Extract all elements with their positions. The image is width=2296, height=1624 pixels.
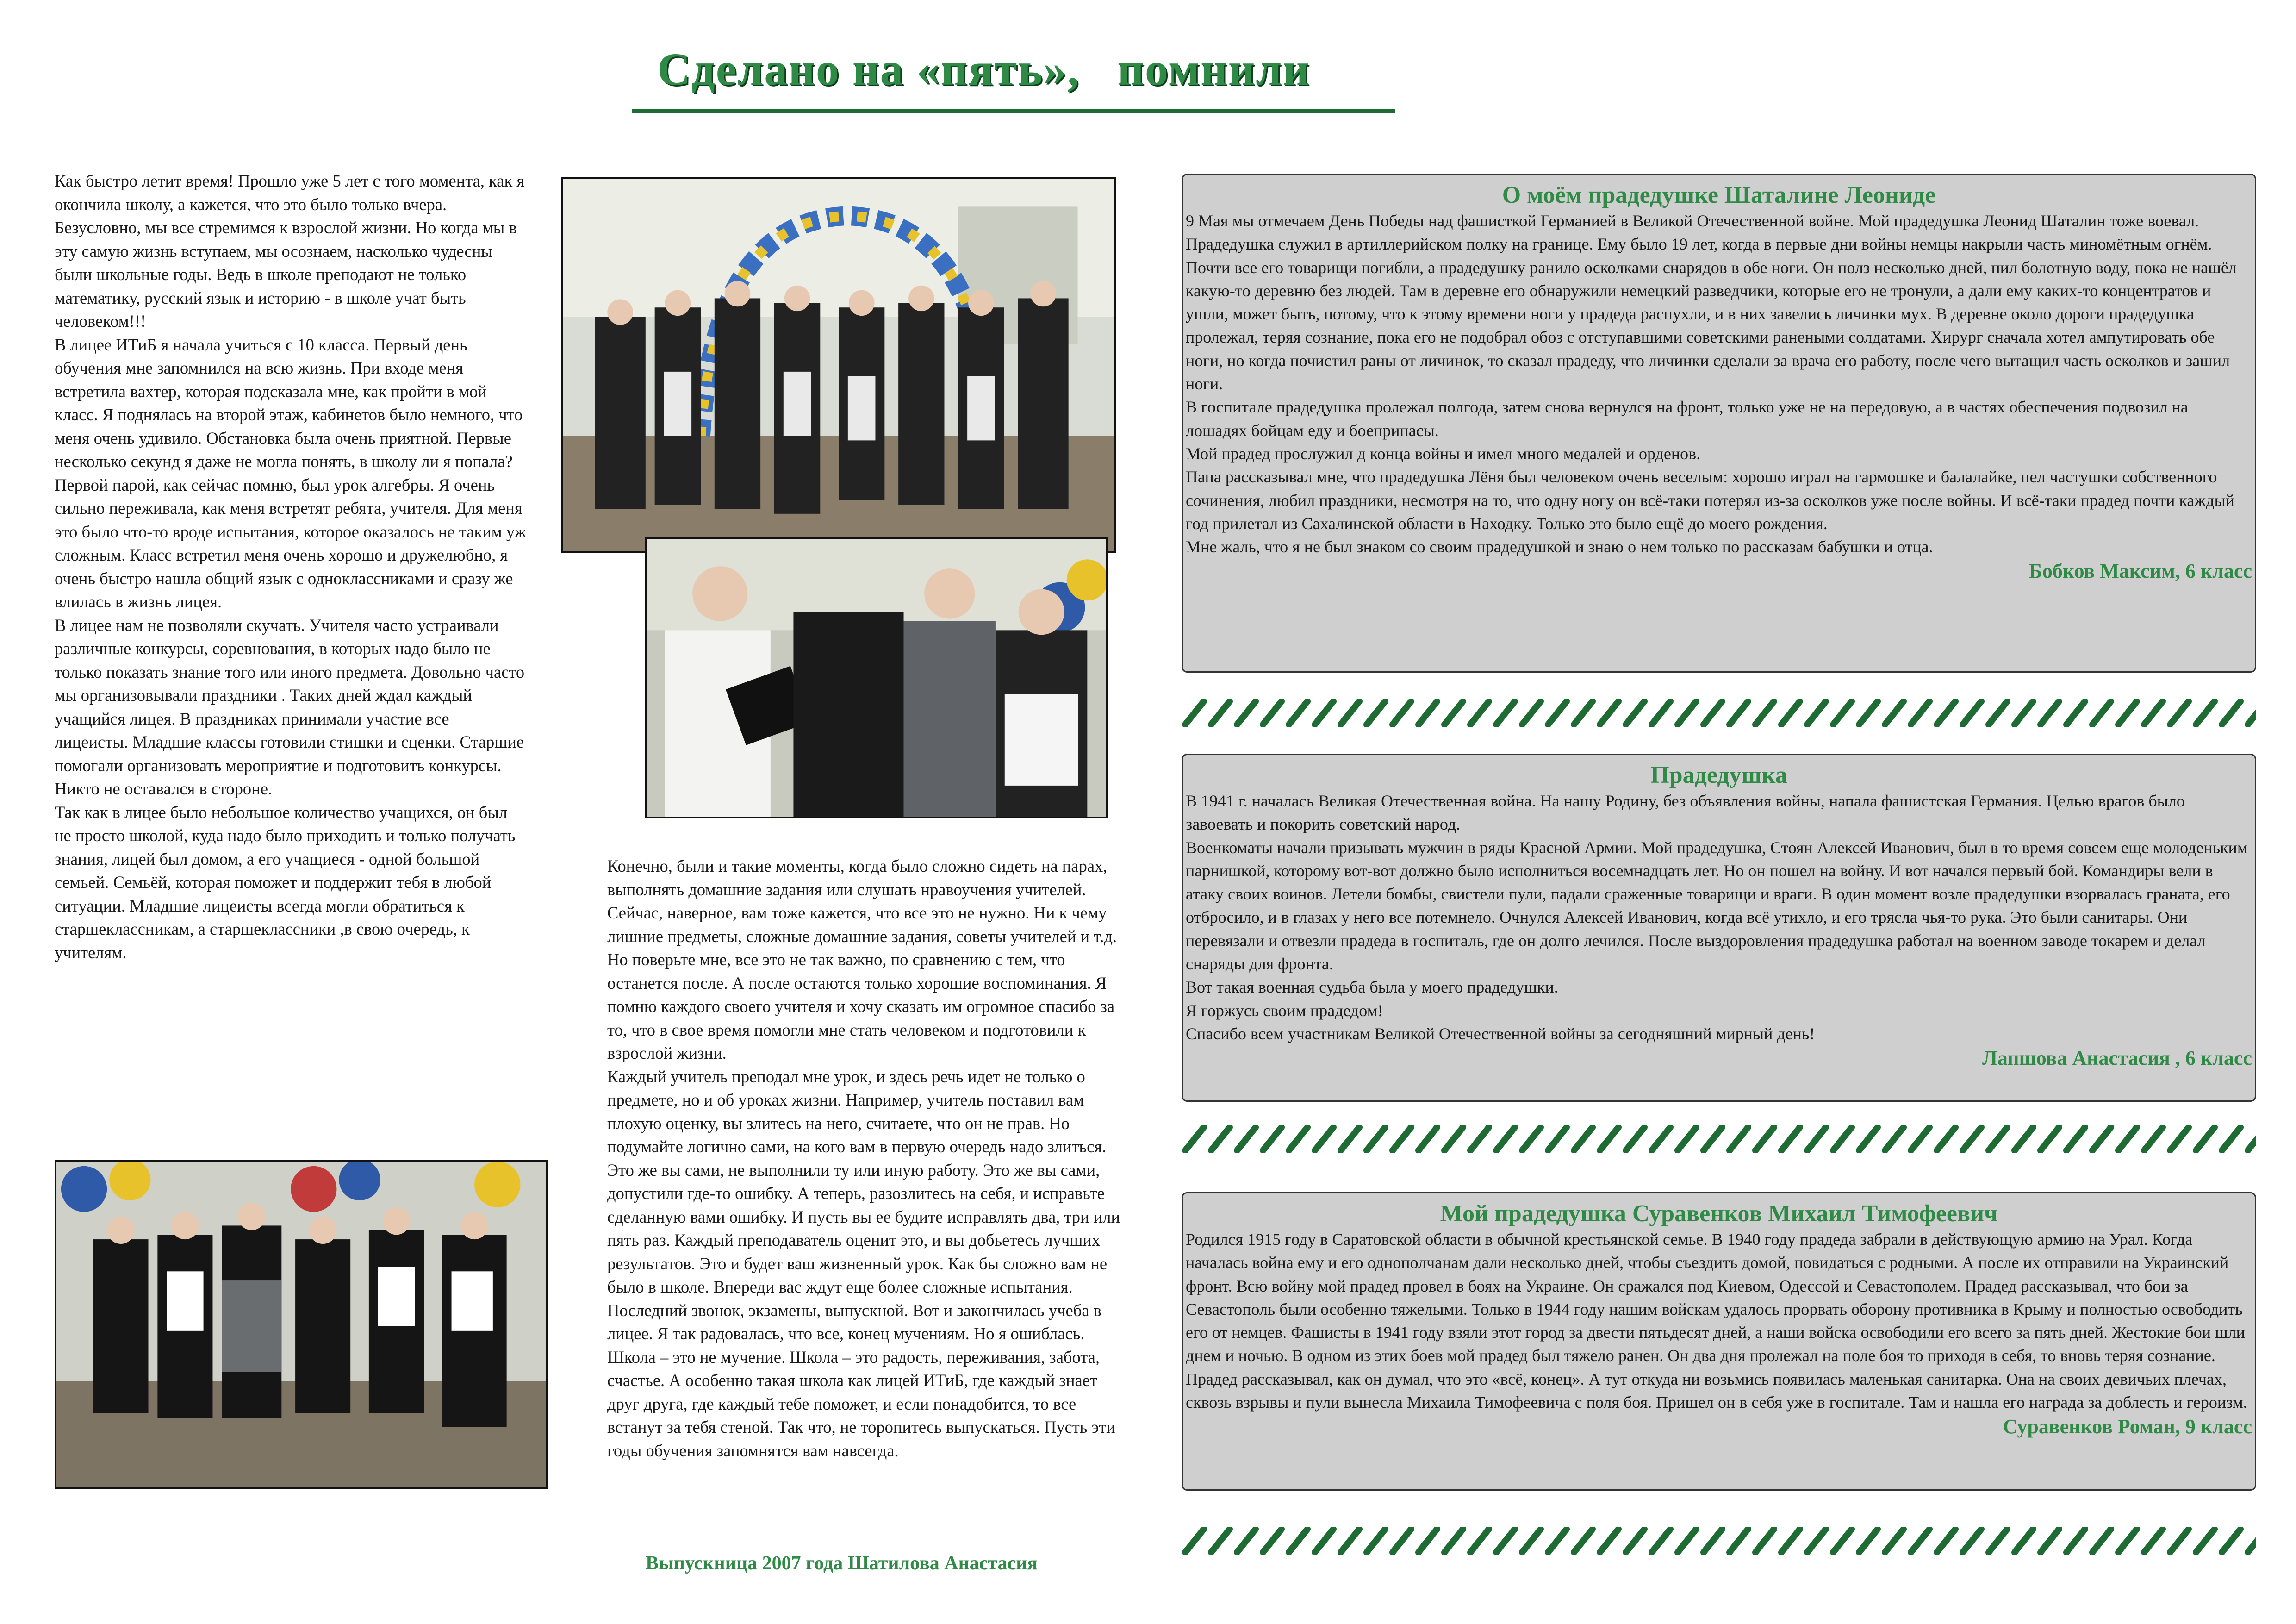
article-paragraph: Конечно, были и такие моменты, когда было сложно сидеть на парах, выполнять домашние задания или слушать нравоучения учителей. Сейчас, наверное, вам тоже кажется, что все это не нужно. Ни к чему лишние предметы, сложные домашние задания, советы учителей и т.д. Но поверьте мне, все это не так важно, по сравнению с тем, что останется после. А после остаются только хорошие воспоминания. Я помню каждого своего учителя и хочу сказать им огромное спасибо за то, что в свое время помогли мне стать человеком и подготовили к взрослой жизни. xyxy=(607,856,1117,1062)
story-title: Прадедушка xyxy=(1650,762,1787,788)
story-paragraph: Мой прадед прослужил д конца войны и имел много медалей и орденов. xyxy=(1186,444,1701,463)
title-underline xyxy=(632,109,1395,113)
article-paragraph: В лицее нам не позволяли скучать. Учителя часто устраивали различные конкурсы, соревнования, в которых надо было не только показать знание того или иного предмета. Довольно часто мы организовывали праздники . Таких дней ждал каждый учащийся лицея. В праздниках принимали участие все лицеисты. Младшие классы готовили стишки и сценки. Старшие помогали организовать мероприятие и подготовить конкурсы. Никто не оставался в стороне. xyxy=(55,615,525,798)
article-paragraph: Так как в лицее было небольшое количество учащихся, он был не просто школой, куда надо было приходить и только получать знания, лицей был домом, а его учащиеся - одной большой семьей. Семьёй, которая поможет и поддержит тебя в любой ситуации. Младшие лицеисты всегда могли обратиться к старшеклассникам, а старшеклассники ,в свою очередь, к учителям. xyxy=(55,802,516,962)
story-paragraph: Спасибо всем участникам Великой Отечественной войны за сегодняшний мирный день! xyxy=(1186,1024,1815,1043)
section-divider xyxy=(1182,1125,2256,1153)
story-paragraph: Вот такая военная судьба была у моего прадедушки. xyxy=(1186,978,1558,997)
story-paragraph: Папа рассказывал мне, что прадедушка Лёня был человеком очень веселым: хорошо играл на гармошке и балалайке, пел частушки собственного сочинения, любил праздники, несмотря на то, что одну ногу он всё-таки потерял из-за осколков уже после войны. И всё-таки прадед почти каждый год прилетал из Сахалинской области в Находку. Только это было ещё до моего рождения. xyxy=(1186,468,2234,533)
article-paragraph: Каждый учитель преподал мне урок, и здесь речь идет не только о предмете, но и об уроках жизни. Например, учитель поставил вам плохую оценку, вы злитесь на него, считаете, что он не прав. Но подумайте логично сами, на кого вам в первую очередь надо злиться. Это же вы сами, не выполнили ту или иную работу. Это же вы сами, допустили где-то ошибку. А теперь, разозлитесь на себя, и исправьте сделанную вами ошибку. И пусть вы ее будите исправлять два, три или пять раз. Каждый преподаватель оценит это, и вы добьетесь лучших результатов. Это и будет ваш жизненный урок. Как бы сложно вам не было в школе. Впереди вас ждут еще более сложные испытания. Последний звонок, экзамены, выпускной. Вот и закончилась учеба в лицее. Я так радовалась, что все, конец мучениям. Но я ошиблась. Школа – это не мучение. Школа – это радость, переживания, забота, счастье. А особенно такая школа как лицей ИТиБ, где каждый знает друг друга, где каждый тебе поможет, и если понадобится, то все встанут за тебя стеной. Так что, не торопитесь выпускаться. Пусть эти годы обучения запомнятся вам навсегда. xyxy=(607,1067,1120,1460)
page-title: Сделано на «пять», помнили xyxy=(657,44,1311,95)
photo-dance xyxy=(55,1160,548,1489)
story-paragraph: Военкоматы начали призывать мужчин в ряды Красной Армии. Мой прадедушка, Стоян Алексей Иванович, был в то время совсем еще молоденьким парнишкой, которому вот-вот должно было исполниться восемнадцать лет. Но он пошел на войну. И вот начался первый бой. Командиры вели в атаку своих воинов. Летели бомбы, свистели пули, падали сраженные товарищи и враги. В один момент возле прадедушки взорвалась граната, его отбросило, и в глазах у него все потемнело. Очнулся Алексей Иванович, когда всё утихло, и его трясла чья-то рука. Это были санитары. Они перевязали и отвезли прадеда в госпиталь, где он долго лечился. После выздоровления прадедушка работал на военном заводе токарем и делал снаряды для фронта. xyxy=(1186,838,2248,974)
story-signature: Лапшова Анастасия , 6 класс xyxy=(1982,1047,2252,1070)
story-paragraph: Я горжусь своим прадедом! xyxy=(1186,1001,1383,1020)
story-signature: Бобков Максим, 6 класс xyxy=(2028,560,2252,583)
story-paragraph: 9 Мая мы отмечаем День Победы над фашисткой Германией в Великой Отечественной войне. Мой прадедушка Леонид Шаталин тоже воевал. xyxy=(1186,212,2199,230)
story-paragraph: Прадедушка служил в артиллерийском полку на границе. Ему было 19 лет, когда в первые дни войны немцы накрыли часть миномётным огнём. Почти все его товарищи погибли, а прадедушку ранило осколками снарядов в обе ноги. Он полз несколько дней, пил болотную воду, пока не нашёл какую-то деревню без людей. Там в деревне его обнаружили немецкий разведчики, которые его не тронули, а дали ему каких-то концентратов и ушли, может быть, потому, что к этому времени ноги у прадеда распухли, и в них завелись личинки мух. В деревне около дороги прадедушка пролежал, теряя сознание, пока его не подобрал обоз с отступавшими советскими ранеными солдатами. Хирург сначала хотел ампутировать обе ноги, но когда почистил раны от личинок, то сказал прадеду, что личинки сделали за врача его работу, после чего вытащил часть осколков и зашил ноги. xyxy=(1186,235,2237,394)
article-paragraph: Как быстро летит время! Прошло уже 5 лет с того момента, как я окончила школу, а кажется, что это было только вчера. Безусловно, мы все стремимся к взрослой жизни. Но когда мы в эту самую жизнь вступаем, мы осознаем, насколько чудесны были школьные годы. Ведь в школе преподают не только математику, русский язык и историю - в школе учат быть человеком!!! xyxy=(55,171,525,331)
photo-speech xyxy=(645,537,1108,818)
story-title: Мой прадедушка Суравенков Михаил Тимофеевич xyxy=(1440,1200,1998,1227)
story-paragraph: В госпитале прадедушка пролежал полгода, затем снова вернулся на фронт, только уже не на передовую, а в частях обеспечения подвозил на лошадях бойцам еду и боеприпасы. xyxy=(1186,398,2188,440)
section-divider xyxy=(1182,1527,2256,1555)
story-paragraph: Родился 1915 году в Саратовской области в обычной крестьянской семье. В 1940 году прадеда забрали в действующую армию на Урал. Когда началась война ему и его однополчанам дали несколько дней, чтобы съездить домой, повидаться с родными. А после их отправили на Украинский фронт. Всю войну мой прадед провел в боях на Украине. Он сражался под Киевом, Одессой и Севастополем. Прадед рассказывал, что бои за Севастополь были особенно тяжелыми. Только в 1944 году нашим войскам удалось прорвать оборону противника в Крыму и полностью освободить его от немцев. Фашисты в 1941 году взяли этот город за двести пятьдесят дней, а наши войска освободили его всего за пять дней. Жестокие бои шли днем и ночью. В одном из этих боев мой прадед был тяжело ранен. Он два дня пролежал на поле боя то приходя в себя, то вновь теряя сознание. Прадед рассказывал, как он думал, что это «всё, конец». А тут откуда ни возьмись появилась маленькая санитарка. Она на своих девичьих плечах, сквозь взрывы и пули вынесла Михаила Тимофеевича с поля боя. Пришел он в себя уже в госпитале. Там и нашла его награда за доблесть и героизм. xyxy=(1186,1230,2247,1412)
article-signature: Выпускница 2007 года Шатилова Анастасия xyxy=(646,1553,1038,1574)
story-signature: Суравенков Роман, 9 класс xyxy=(2003,1415,2252,1438)
story-paragraph: Мне жаль, что я не был знаком со своим прадедушкой и знаю о нем только по рассказам бабушки и отца. xyxy=(1186,537,1933,556)
story-box-shatalin xyxy=(1182,174,2256,673)
photo-graduates-group xyxy=(561,177,1116,553)
story-title: О моём прадедушке Шаталине Леониде xyxy=(1502,182,1936,208)
story-box-pradedushka xyxy=(1182,754,2256,1102)
article-paragraph: В лицее ИТиБ я начала учиться с 10 класса. Первый день обучения мне запомнился на всю жизнь. При входе меня встретила вахтер, которая подсказала мне, как пройти в мой класс. Я поднялась на второй этаж, кабинетов было немного, что меня очень удивило. Обстановка была очень приятной. Первые несколько секунд я даже не могла понять, в школу ли я попала? Первой парой, как сейчас помню, был урок алгебры. Я очень сильно переживала, как меня встретят ребята, учителя. Для меня это было что-то вроде испытания, которое оказалось не таким уж сложным. Класс встретил меня очень хорошо и дружелюбно, я очень быстро нашла общий язык с одноклассниками и сразу же влилась в жизнь лицея. xyxy=(55,335,526,611)
story-paragraph: В 1941 г. началась Великая Отечественная война. На нашу Родину, без объявления войны, напала фашистская Германия. Целью врагов было завоевать и покорить советский народ. xyxy=(1186,792,2185,834)
section-divider xyxy=(1182,699,2256,727)
article-column-2 xyxy=(607,855,1130,1462)
story-box-suravenkov xyxy=(1182,1192,2256,1491)
article-column-1 xyxy=(55,169,527,964)
